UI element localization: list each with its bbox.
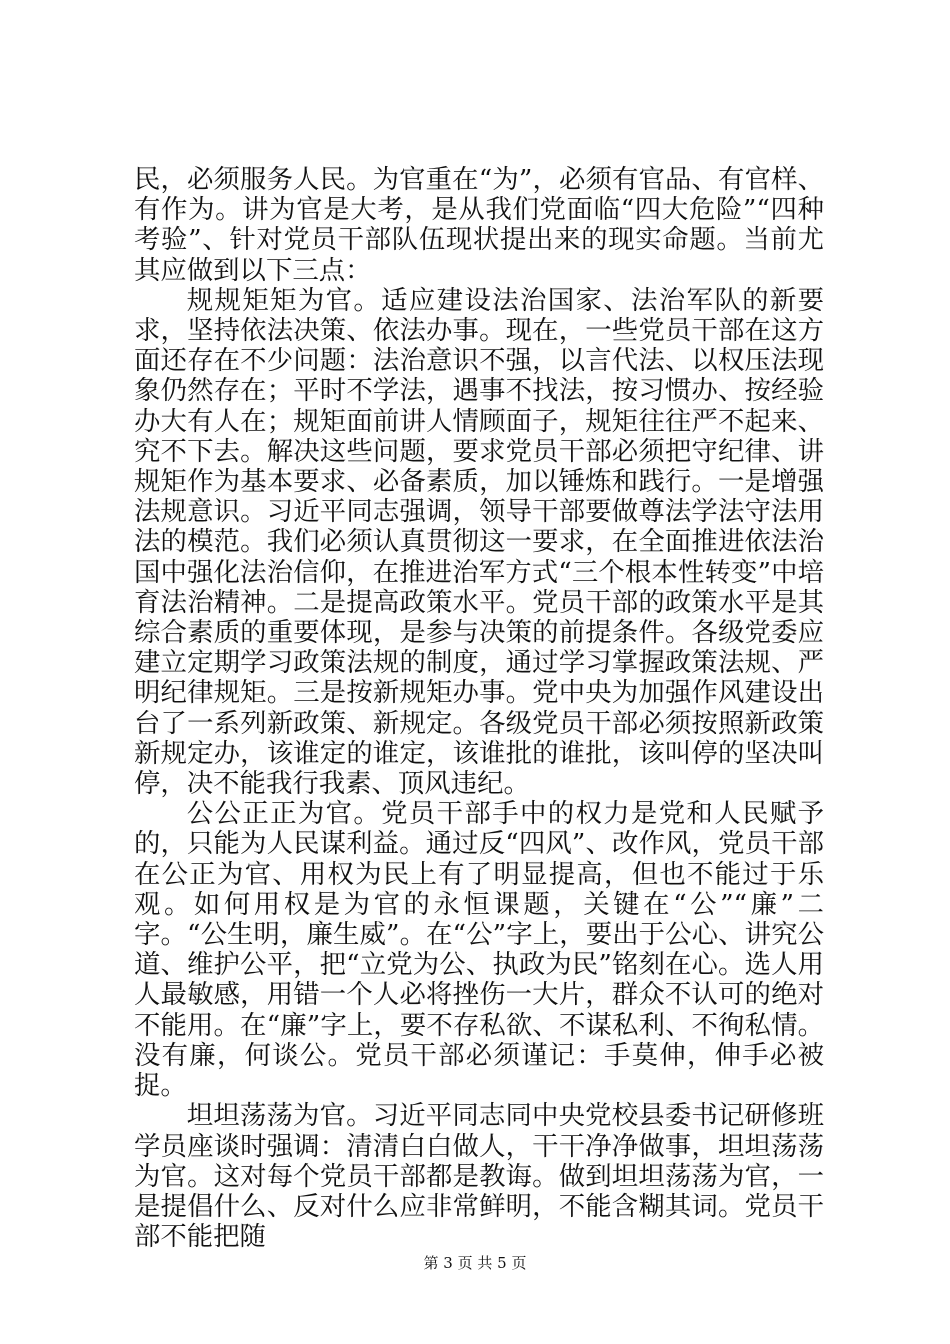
paragraph-fairness: 公公正正为官。党员干部手中的权力是党和人民赋予的，只能为人民谋利益。通过反“四风”、改作风，党员干部在公正为官、用权为民上有了明显提高，但也不能过于乐观。如何用权是为官的永恒课题，关键在“公”“廉”二字。“公生明，廉生威”。在“公”字上，要出于公心、讲究公道、维护公平，把“立党为公、执政为民”铭刻在心。选人用人最敏感，用错一个人必将挫伤一大片，群众不认可的绝对不能用。在“廉”字上，要不存私欲、不谋私利、不徇私情。没有廉，何谈公。党员干部必须谨记：手莫伸，伸手必被捉。 [134, 798, 824, 1102]
paragraph-rules: 规规矩矩为官。适应建设法治国家、法治军队的新要求，坚持依法决策、依法办事。现在，一些党员干部在这方面还存在不少问题：法治意识不强，以言代法、以权压法现象仍然存在；平时不学法，遇事不找法，按习惯办、按经验办大有人在；规矩面前讲人情顾面子，规矩往往严不起来、究不下去。解决这些问题，要求党员干部必须把守纪律、讲规矩作为基本要求、必备素质，加以锤炼和践行。一是增强法规意识。习近平同志强调，领导干部要做尊法学法守法用法的模范。我们必须认真贯彻这一要求，在全面推进依法治国中强化法治信仰，在推进治军方式“三个根本性转变”中培育法治精神。二是提高政策水平。党员干部的政策水平是其综合素质的重要体现，是参与决策的前提条件。各级党委应建立定期学习政策法规的制度，通过学习掌握政策法规、严明纪律规矩。三是按新规矩办事。党中央为加强作风建设出台了一系列新政策、新规定。各级党员干部必须按照新政策新规定办，该谁定的谁定，该谁批的谁批，该叫停的坚决叫停，决不能我行我素、顶风违纪。 [134, 284, 824, 800]
paragraph-intro: 民，必须服务人民。为官重在“为”，必须有官品、有官样、有作为。讲为官是大考，是从我们党面临“四大危险”“四种考验”、针对党员干部队伍现状提出来的现实命题。当前尤其应做到以下三点： [134, 164, 824, 286]
document-body [134, 165, 824, 1252]
page-footer: 第 3 页 共 5 页 [423, 1254, 527, 1272]
paragraph-openness: 坦坦荡荡为官。习近平同志同中央党校县委书记研修班学员座谈时强调：清清白白做人，干干净净做事，坦坦荡荡为官。这对每个党员干部都是教诲。做到坦坦荡荡为官，一是提倡什么、反对什么应非常鲜明，不能含糊其词。党员干部不能把随 [134, 1100, 824, 1253]
